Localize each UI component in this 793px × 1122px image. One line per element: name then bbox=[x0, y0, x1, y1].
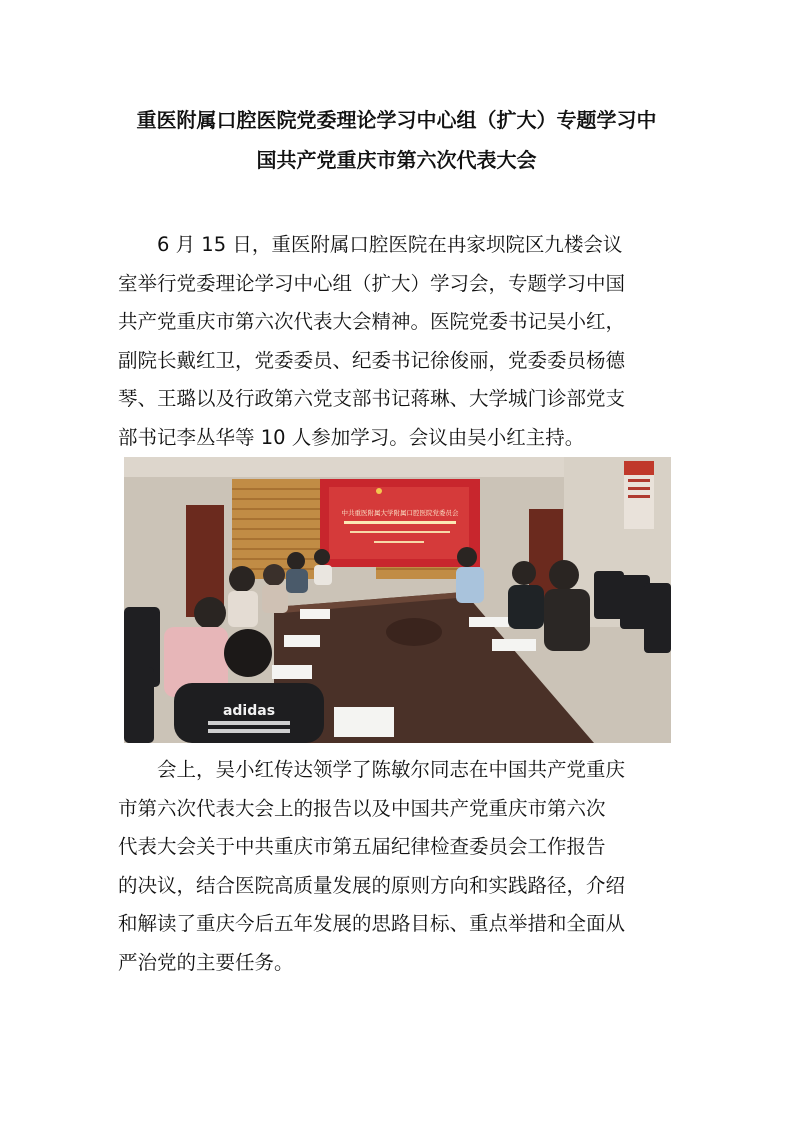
paragraph-line: 的决议，结合医院高质量发展的原则方向和实践路径，介绍 bbox=[118, 873, 626, 897]
paragraph-line: 室举行党委理论学习中心组（扩大）学习会，专题学习中国 bbox=[118, 271, 626, 295]
paragraph-line: 部书记李丛华等 10 人参加学习。会议由吴小红主持。 bbox=[118, 425, 585, 449]
title-line: 国共产党重庆市第六次代表大会 bbox=[256, 148, 537, 172]
screen-title: 中共重医附属大学附属口腔医院党委员会 bbox=[341, 509, 459, 517]
paragraph-line: 严治党的主要任务。 bbox=[118, 950, 294, 974]
title-line: 重医附属口腔医院党委理论学习中心组（扩大）专题学习中 bbox=[136, 108, 657, 132]
paragraph-line: 会上，吴小红传达领学了陈敏尔同志在中国共产党重庆 bbox=[157, 758, 626, 781]
document-title bbox=[100, 100, 693, 180]
shirt-logo-text: adidas bbox=[222, 703, 276, 719]
paragraph-line: 共产党重庆市第六次代表大会精神。医院党委书记吴小红， bbox=[118, 310, 626, 333]
meeting-photo bbox=[124, 457, 671, 743]
paragraph-line: 代表大会关于中共重庆市第五届纪律检查委员会工作报告 bbox=[118, 835, 606, 858]
paragraph-line: 和解读了重庆今后五年发展的思路目标、重点举措和全面从 bbox=[118, 912, 626, 935]
paragraph-intro bbox=[118, 226, 678, 457]
paragraph-line: 副院长戴红卫，党委委员、纪委书记徐俊丽，党委委员杨德 bbox=[118, 348, 626, 372]
paragraph-content bbox=[118, 751, 678, 982]
paragraph-line: 市第六次代表大会上的报告以及中国共产党重庆市第六次 bbox=[118, 796, 606, 820]
paragraph-line: 琴、王璐以及行政第六党支部书记蒋琳、大学城门诊部党支 bbox=[118, 387, 626, 410]
paragraph-line: 6 月 15 日，重医附属口腔医院在冉家坝院区九楼会议 bbox=[157, 233, 623, 256]
